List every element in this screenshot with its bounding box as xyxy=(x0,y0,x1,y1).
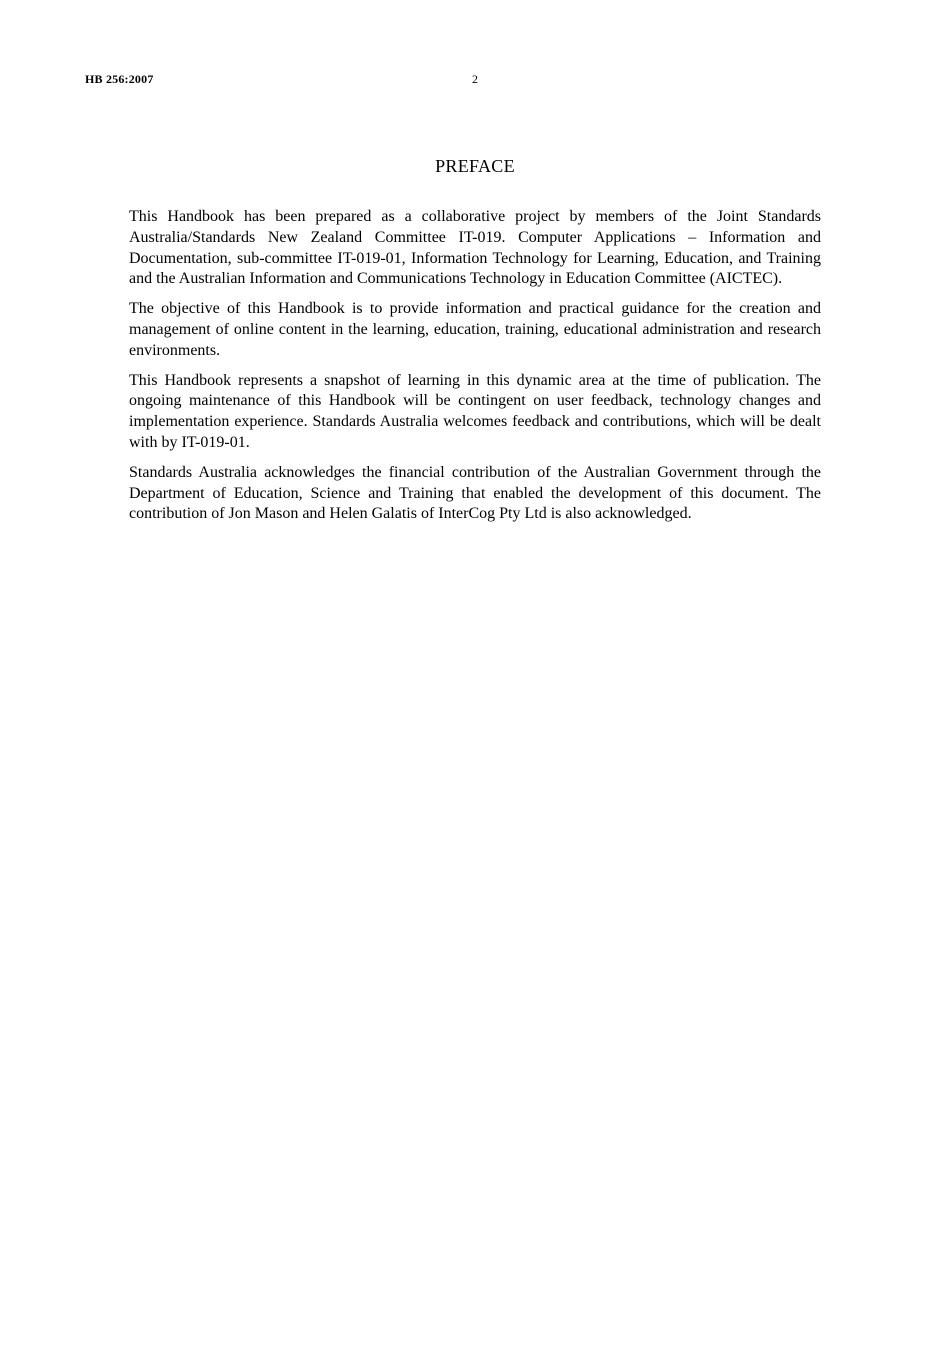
paragraph-3: This Handbook represents a snapshot of learning in this dynamic area at the time of publication. The ongoing maintenance of this Handbook will be contingent on user feedback, technology changes and implementation experience. Standards Australia welcomes feedback and contributions, which will be dealt with by IT-019-01. xyxy=(129,371,821,451)
preface-body xyxy=(129,207,821,534)
page-number: 2 xyxy=(472,72,478,86)
paragraph-1: This Handbook has been prepared as a collaborative project by members of the Joint Standards Australia/Standards New Zealand Committee IT-019. Computer Applications – Information and Documentation, sub-committee IT-019-01, Information Technology for Learning, Education, and Training and the Australian Information and Communications Technology in Education Committee (AICTEC). xyxy=(129,208,821,288)
document-code: HB 256:2007 xyxy=(85,72,154,86)
paragraph-4: Standards Australia acknowledges the financial contribution of the Australian Government through the Department of Education, Science and Training that enabled the development of this document. The contribution of Jon Mason and Helen Galatis of InterCog Pty Ltd is also acknowledged. xyxy=(129,463,821,523)
page-title: PREFACE xyxy=(435,156,515,176)
paragraph-2: The objective of this Handbook is to provide information and practical guidance for the creation and management of online content in the learning, education, training, educational administration and research environments. xyxy=(129,300,821,359)
